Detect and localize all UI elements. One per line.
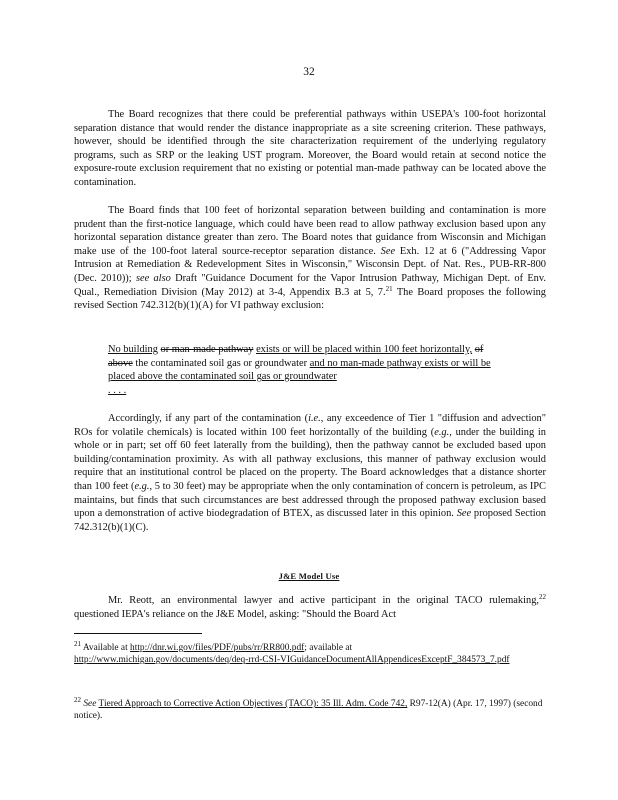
- ellipsis: . . . .: [108, 384, 127, 396]
- page-number: 32: [303, 66, 315, 78]
- citation-text: proposed Section 742.312(b)(1)(C).: [74, 508, 546, 533]
- abbrev: i.e.: [308, 413, 321, 424]
- footnote-ref-21[interactable]: 21: [385, 284, 393, 293]
- paragraph-reott: [74, 594, 546, 621]
- paragraph-preferential-pathways: [74, 108, 546, 190]
- footnote-text: ; available at: [304, 643, 353, 653]
- footnote-number: 21: [74, 640, 81, 648]
- footnote-link[interactable]: http://dnr.wi.gov/files/PDF/pubs/rr/RR800.pdf: [130, 643, 305, 653]
- abbrev: e.g.: [434, 426, 450, 438]
- paragraph-text: Accordingly, if any part of the contamination (: [108, 413, 309, 424]
- footnote-22: [74, 698, 546, 722]
- footnote-text: Available at: [82, 643, 128, 653]
- citation-signal: See: [456, 508, 472, 520]
- citation-signal: See: [380, 245, 396, 257]
- rule-text: the contaminated soil gas or groundwater: [135, 357, 308, 369]
- paragraph-text: The Board proposes the following revised Section 742.312(b)(1)(A) for VI pathway exclusion:: [74, 286, 546, 312]
- paragraph-text: The Board finds that 100 feet of horizontal separation between building and contamination is more prudent than the first-notice language, which could have been read to allow pathway exclusion based upon any horizontal separation distance greater than zero. The Board notes that guidance from Wisconsin and Michigan make use of the 100-foot lateral source-receptor separation distance.: [74, 205, 546, 257]
- inserted-text: exists or will be placed within 100 feet horizontally,: [256, 344, 473, 355]
- footnote-21: [74, 642, 546, 666]
- footnote-number: 22: [74, 696, 81, 704]
- citation-signal: See: [83, 699, 97, 709]
- citation-signal: see also: [135, 272, 171, 284]
- deleted-text: or man-made pathway: [160, 344, 254, 355]
- paragraph-horizontal-separation: [74, 204, 546, 313]
- footnote-ref-22[interactable]: 22: [539, 593, 546, 601]
- abbrev: e.g.: [134, 480, 150, 492]
- citation-text: Draft "Guidance Document for the Vapor Intrusion Pathway, Michigan Dept. of Env. Qual., Remediation Division (May 2012) at 3-4, Appendix B.3 at 5, 7.: [74, 272, 546, 298]
- citation-title: Tiered Approach to Corrective Action Objectives (TACO): 35 Ill. Adm. Code 742,: [98, 699, 408, 709]
- inserted-text: No building: [108, 344, 158, 355]
- proposed-rule-quote: [108, 343, 504, 397]
- citation-text: Exh. 12 at 6 ("Addressing Vapor Intrusion at Remediation & Redevelopment Sites in Wisconsin," Wisconsin Dept. of Nat. Res., PUB-RR-800 (Dec. 2010));: [74, 245, 546, 284]
- section-heading: J&E Model Use: [278, 571, 340, 581]
- paragraph-text: , 5 to 30 feet) may be appropriate when the only contamination of concern is petroleum, as IPC maintains, but finds that such circumstances are best addressed through the proposed pathway exclusion based upon a demonstration of active biodegradation of BTEX, as discussed later in this opinion.: [74, 480, 546, 520]
- footnote-text: R97-12(A) (Apr. 17, 1997) (second notice).: [74, 699, 543, 722]
- paragraph-accordingly: [74, 412, 546, 534]
- footnote-divider: [74, 633, 202, 634]
- footnote-link[interactable]: http://www.michigan.gov/documents/deq/deq-rrd-CSI-VIGuidanceDocumentAllAppendicesExceptF_384573_7.pdf: [74, 655, 510, 666]
- paragraph-text: , under the building in whole or in part; set off 60 feet laterally from the building), then the pathway cannot be excluded based upon building/contamination proximity. As with all pathway exclusions, this manner of pathway exclusion would require that an institutional control be placed on the property. The Board acknowledges that a distance shorter than 100 feet (: [74, 426, 547, 492]
- inserted-text: and no man-made pathway exists or will be placed above the contaminated soil gas or groundwater: [108, 357, 491, 383]
- paragraph-text: Mr. Reott, an environmental lawyer and active participant in the original TACO rulemaking,: [108, 595, 539, 606]
- deleted-text: of above: [108, 344, 484, 369]
- paragraph-text: questioned IEPA's reliance on the J&E Model, asking: "Should the Board Act: [74, 608, 397, 620]
- paragraph-text: The Board recognizes that there could be preferential pathways within USEPA's 100-foot horizontal separation distance that would render the distance inappropriate as a site screening criterion. These pathways, however, should be identified through the site characterization requirement of the underlying regulatory programs, such as SRP or the leaking UST program. Moreover, the Board would retain at second notice the exposure-route exclusion requirement that no existing or potential man-made pathway can be located above the contamination.: [74, 109, 546, 188]
- paragraph-text: , any exceedence of Tier 1 "diffusion and advection" ROs for volatile chemicals) is located within 100 feet horizontally of the building (: [74, 413, 546, 438]
